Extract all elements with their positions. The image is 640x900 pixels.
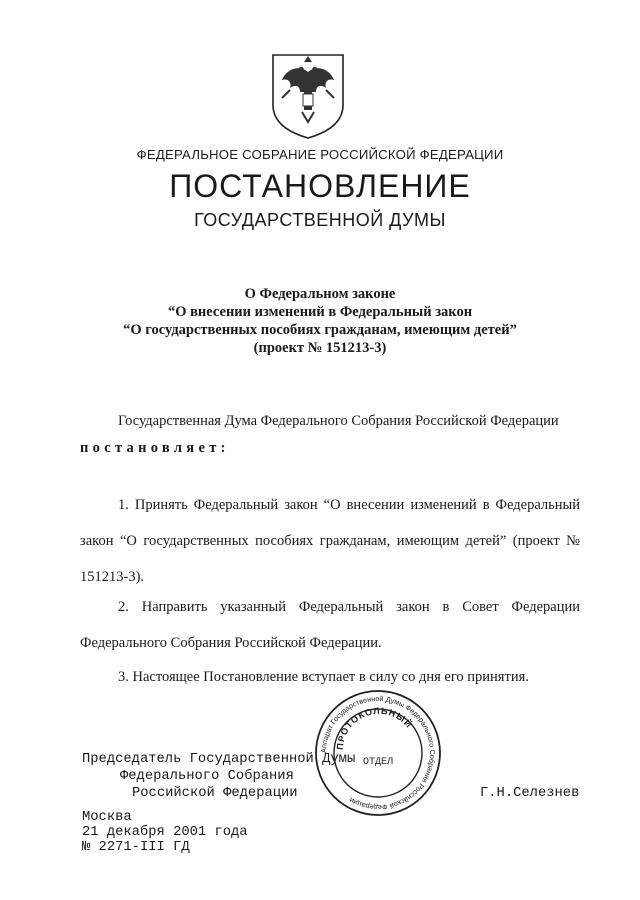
resolves-heading: постановляет:	[80, 440, 230, 456]
title-line: “О внесении изменений в Федеральный закон	[167, 304, 473, 320]
seal-center: ОТДЕЛ	[362, 757, 394, 768]
seal-ring-text: Аппарат Государственной Думы Федерального Собрания Российской Федерации	[318, 693, 438, 813]
document-number: № 2271-III ГД	[82, 840, 190, 855]
parliament-name: ФЕДЕРАЛЬНОЕ СОБРАНИЕ РОССИЙСКОЙ ФЕДЕРАЦИИ	[136, 147, 504, 162]
issuing-body: ГОСУДАРСТВЕННОЙ ДУМЫ	[194, 210, 446, 230]
date: 21 декабря 2001 года	[82, 825, 248, 840]
document-title	[0, 285, 640, 357]
document-type: ПОСТАНОВЛЕНИЕ	[169, 168, 471, 204]
resolution-item-3: 3. Настоящее Постановление вступает в силу со дня его принятия.	[118, 669, 529, 685]
signatory-position: Российской Федерации	[132, 786, 298, 801]
signatory-name: Г.Н.Селезнев	[480, 786, 580, 801]
signatory-position: Председатель Государственной Думы	[82, 752, 356, 767]
preamble: Государственная Дума Федерального Собрания Российской Федерации	[118, 413, 559, 429]
signatory-position: Федерального Собрания	[120, 769, 294, 784]
resolution-item-1: 1. Принять Федеральный закон “О внесении изменений в Федеральный закон “О государственных пособиях гражданам, имеющим детей” (проект № 151213-3).	[80, 497, 580, 585]
place-date-number	[82, 810, 248, 855]
title-line: (проект № 151213-3)	[253, 340, 387, 356]
city: Москва	[82, 810, 132, 825]
title-line: О Федеральном законе	[244, 286, 396, 302]
title-line: “О государственных пособиях гражданам, имеющим детей”	[123, 322, 517, 338]
coat-of-arms-icon	[268, 50, 348, 140]
seal-department: ПРОТОКОЛЬНЫЙ	[334, 705, 415, 751]
resolution-item-2: 2. Направить указанный Федеральный закон в Совет Федерации Федерального Собрания Российской Федерации.	[80, 599, 580, 651]
